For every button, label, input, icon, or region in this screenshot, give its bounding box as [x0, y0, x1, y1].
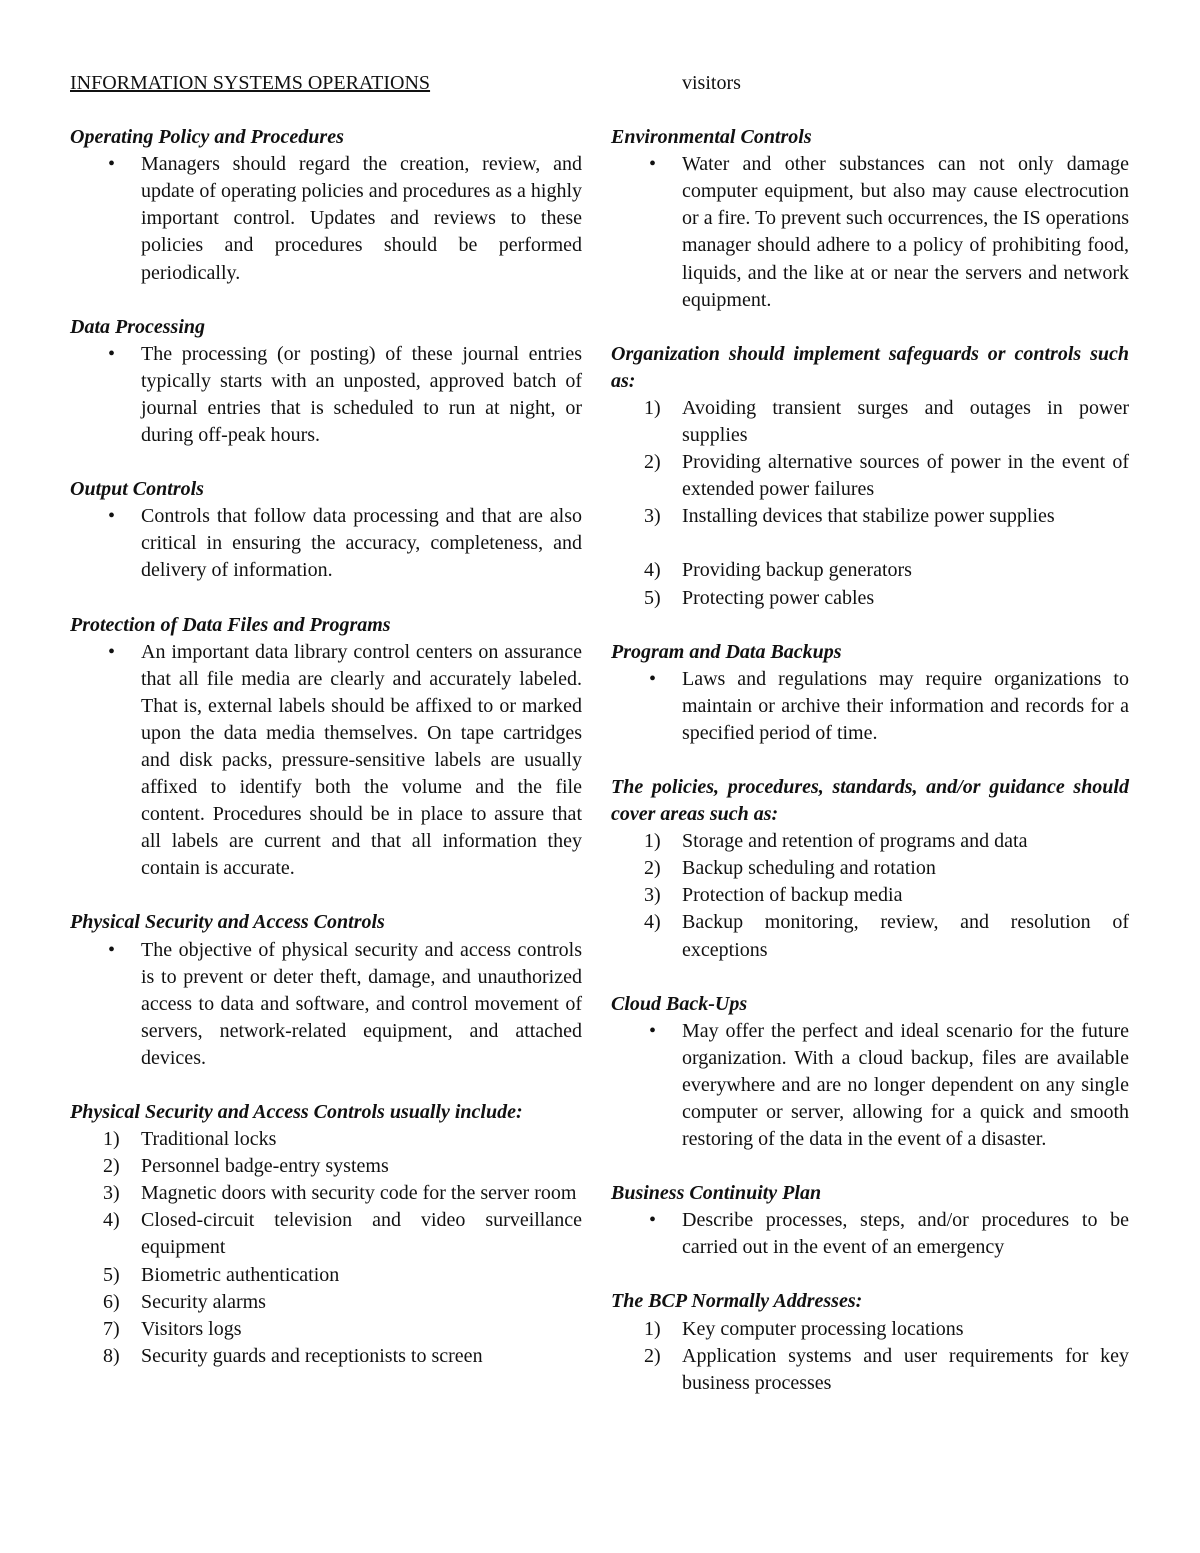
list-text: Storage and retention of programs and data	[682, 830, 1028, 853]
list-text: Security guards and receptionists to screen	[141, 1344, 483, 1367]
list-item	[611, 855, 1129, 882]
section-heading: Program and Data Backups	[611, 640, 842, 663]
list-number: 1)	[103, 1128, 120, 1151]
list-number: 4)	[644, 559, 661, 582]
list-item	[611, 1343, 1129, 1397]
bullet-icon: •	[108, 640, 116, 663]
list-item	[70, 1207, 582, 1261]
bullet-item	[611, 1018, 1129, 1153]
section-heading: Data Processing	[70, 315, 205, 338]
list-number: 6)	[103, 1290, 120, 1313]
section-heading: Cloud Back-Ups	[611, 992, 748, 1015]
bullet-item	[70, 503, 582, 584]
section-heading: The policies, procedures, standards, and/or guidance should cover areas such as:	[611, 775, 1129, 826]
bullet-text: Describe processes, steps, and/or procedures to be carried out in the event of an emergency	[682, 1209, 1129, 1259]
list-number: 1)	[644, 396, 661, 419]
list-text: Protection of backup media	[682, 884, 903, 907]
bullet-text: Laws and regulations may require organizations to maintain or archive their information and records for a specified period of time.	[682, 667, 1129, 744]
list-text: Installing devices that stabilize power supplies	[682, 505, 1055, 528]
list-item	[611, 449, 1129, 503]
list-number: 1)	[644, 1317, 661, 1340]
list-number: 3)	[103, 1182, 120, 1205]
list-text: Backup scheduling and rotation	[682, 857, 936, 880]
section-safeguards	[611, 341, 1129, 612]
list-number: 3)	[644, 505, 661, 528]
list-number: 7)	[103, 1317, 120, 1340]
list-item	[611, 909, 1129, 963]
bullet-item	[70, 937, 582, 1072]
section-backups	[611, 639, 1129, 747]
bullet-item	[611, 1207, 1129, 1261]
list-item	[70, 1126, 582, 1153]
bullet-item	[70, 639, 582, 883]
list-text: Avoiding transient surges and outages in power supplies	[682, 396, 1129, 447]
section-physical-include	[70, 1099, 582, 1370]
left-column	[70, 70, 582, 1397]
section-data-processing	[70, 314, 582, 449]
list-number: 3)	[644, 884, 661, 907]
bullet-text: Managers should regard the creation, review, and update of operating policies and procedures as a highly important control. Updates and reviews to these policies and procedures should be performed periodically.	[141, 153, 582, 284]
bullet-text: An important data library control centers on assurance that all file media are clearly and accurately labeled. That is, external labels should be affixed to or marked upon the data media themselves. On tape cartridges and disk packs, pressure-sensitive labels are usually affixed to identify both the volume and the file content. Procedures should be in place to assure that all labels are current and that all information they contain is accurate.	[141, 640, 582, 880]
list-text: Security alarms	[141, 1290, 266, 1313]
bullet-icon: •	[649, 1019, 657, 1042]
section-policies	[611, 774, 1129, 964]
list-item	[611, 395, 1129, 449]
list-spacer	[611, 530, 1129, 557]
list-number: 1)	[644, 830, 661, 853]
list-text: Key computer processing locations	[682, 1317, 964, 1340]
section-protection	[70, 612, 582, 883]
continued-text: visitors	[682, 72, 741, 94]
numbered-list	[611, 1316, 1129, 1397]
section-heading: Physical Security and Access Controls	[70, 911, 385, 934]
bullet-icon: •	[649, 1209, 657, 1232]
list-number: 2)	[103, 1155, 120, 1178]
section-heading: Business Continuity Plan	[611, 1182, 822, 1205]
section-heading: Physical Security and Access Controls usually include:	[70, 1101, 523, 1123]
section-output-controls	[70, 476, 582, 584]
section-physical-security	[70, 909, 582, 1072]
numbered-list	[611, 828, 1129, 963]
bullet-icon: •	[108, 938, 116, 961]
bullet-text: The objective of physical security and access controls is to prevent or deter theft, damage, and unauthorized access to data and software, and control movement of servers, network-related equipment, and attached devices.	[141, 938, 582, 1069]
right-column	[611, 70, 1129, 1424]
list-item	[70, 1180, 582, 1207]
section-heading: Output Controls	[70, 478, 204, 501]
bullet-icon: •	[108, 505, 116, 528]
bullet-item	[611, 666, 1129, 747]
bullet-icon: •	[108, 342, 116, 365]
list-item	[611, 1316, 1129, 1343]
bullet-item	[70, 341, 582, 449]
list-item	[611, 828, 1129, 855]
list-text: Closed-circuit television and video surveillance equipment	[141, 1209, 582, 1259]
list-item	[611, 882, 1129, 909]
list-text: Providing backup generators	[682, 559, 912, 582]
list-number: 2)	[644, 451, 661, 474]
list-item	[70, 1153, 582, 1180]
list-number: 4)	[103, 1209, 120, 1232]
list-item	[611, 557, 1129, 584]
bullet-icon: •	[649, 153, 657, 176]
section-bcp	[611, 1180, 1129, 1261]
list-number: 5)	[644, 586, 661, 609]
numbered-list	[611, 395, 1129, 612]
section-heading: Protection of Data Files and Programs	[70, 613, 391, 636]
bullet-item	[611, 151, 1129, 314]
list-number: 4)	[644, 911, 661, 934]
list-text: Magnetic doors with security code for the server room	[141, 1182, 577, 1205]
list-item	[70, 1289, 582, 1316]
list-item	[611, 503, 1129, 530]
list-text: Application systems and user requirements for key business processes	[682, 1344, 1129, 1394]
list-text: Providing alternative sources of power in the event of extended power failures	[682, 451, 1129, 501]
section-heading: Organization should implement safeguards or controls such as:	[611, 342, 1129, 392]
list-number: 2)	[644, 857, 661, 880]
section-heading: The BCP Normally Addresses:	[611, 1290, 863, 1313]
list-text: Backup monitoring, review, and resolution of exceptions	[682, 911, 1129, 961]
section-heading: Operating Policy and Procedures	[70, 126, 344, 149]
list-text: Biometric authentication	[141, 1263, 340, 1286]
list-item	[70, 1343, 582, 1370]
bullet-text: Controls that follow data processing and that are also critical in ensuring the accuracy, completeness, and delivery of information.	[141, 505, 582, 582]
bullet-text: The processing (or posting) of these journal entries typically starts with an unposted, approved batch of journal entries that is scheduled to run at night, or during off-peak hours.	[141, 342, 582, 447]
bullet-item	[70, 151, 582, 286]
section-environmental	[611, 124, 1129, 314]
section-cloud-backups	[611, 991, 1129, 1154]
list-number: 5)	[103, 1263, 120, 1286]
bullet-icon: •	[649, 667, 657, 690]
numbered-list	[70, 1126, 582, 1370]
document-title: INFORMATION SYSTEMS OPERATIONS	[70, 72, 431, 94]
list-number: 2)	[644, 1344, 661, 1367]
bullet-text: Water and other substances can not only damage computer equipment, but also may cause electrocution or a fire. To prevent such occurrences, the IS operations manager should adhere to a policy of prohibiting food, liquids, and the like at or near the servers and network equipment.	[682, 153, 1129, 311]
list-text: Traditional locks	[141, 1128, 277, 1151]
section-heading: Environmental Controls	[611, 126, 812, 149]
list-text: Personnel badge-entry systems	[141, 1155, 389, 1178]
list-text: Protecting power cables	[682, 586, 875, 609]
list-number: 8)	[103, 1344, 120, 1367]
list-item	[70, 1316, 582, 1343]
section-operating-policy	[70, 124, 582, 287]
bullet-text: May offer the perfect and ideal scenario for the future organization. With a cloud backup, files are available everywhere and are no longer dependent on any single computer or server, allowing for a quick and smooth restoring of the data in the event of a disaster.	[682, 1019, 1129, 1151]
list-item	[70, 1262, 582, 1289]
list-item	[611, 585, 1129, 612]
list-text: Visitors logs	[141, 1317, 242, 1340]
section-bcp-addresses	[611, 1288, 1129, 1396]
bullet-icon: •	[108, 153, 116, 176]
